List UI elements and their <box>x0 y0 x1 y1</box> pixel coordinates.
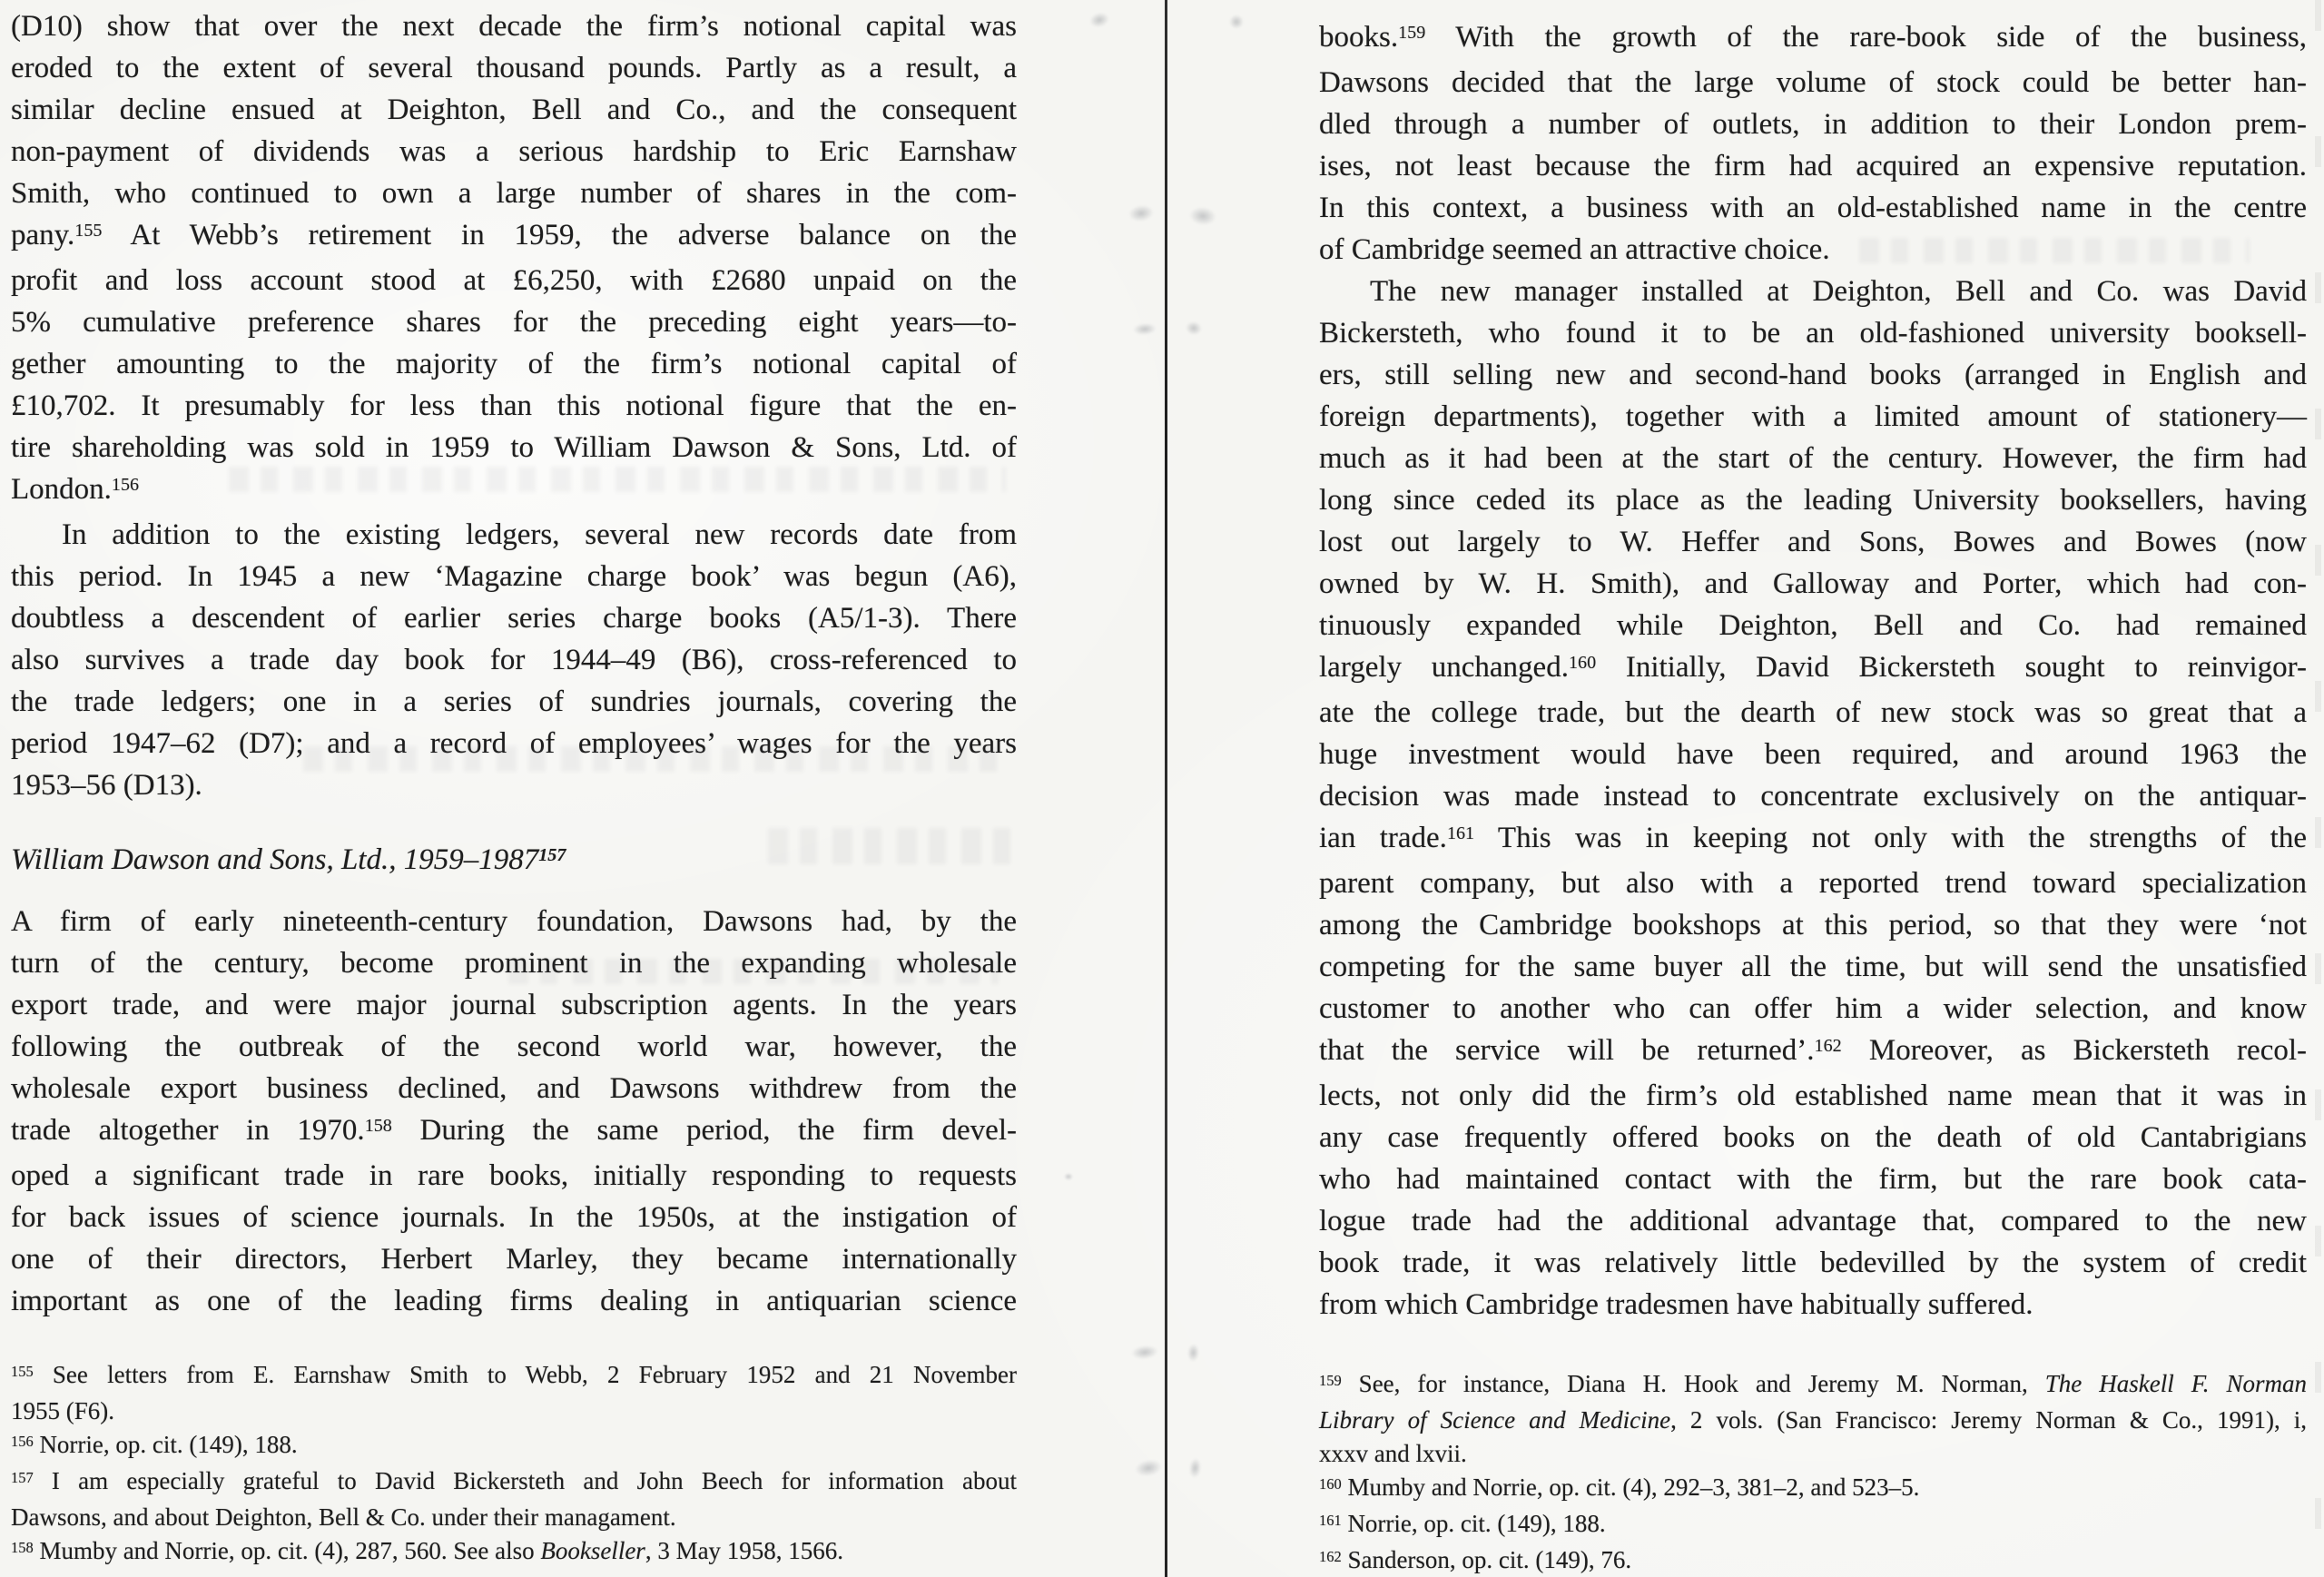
text-line: ises, not least because the firm had acquired an expensive reputation. <box>1319 150 2307 182</box>
text-line: profit and loss account stood at £6,250, with £2680 unpaid on the <box>11 264 1017 297</box>
text-line: tire shareholding was sold in 1959 to William Dawson & Sons, Ltd. of <box>11 431 1017 464</box>
text-line: following the outbreak of the second world war, however, the <box>11 1030 1017 1063</box>
text-line: eroded to the extent of several thousand pounds. Partly as a result, a <box>11 52 1017 84</box>
text-line: $^{156}$ Norrie, op. cit. (149), 188. <box>11 1431 298 1458</box>
showthrough-mark <box>303 746 1006 772</box>
text-line: William Dawson and Sons, Ltd., 1959–1987$^{157}$ <box>11 843 566 876</box>
left-page-footnotes <box>11 1358 1017 1571</box>
paper-edge-artifact <box>2315 0 2321 1577</box>
text-line: one of their directors, Herbert Marley, they became internationally <box>11 1243 1017 1276</box>
text-line: for back issues of science journals. In the 1950s, at the instigation of <box>11 1201 1017 1234</box>
text-line: the trade ledgers; one in a series of sundries journals, covering the <box>11 685 1017 718</box>
text-line: from which Cambridge tradesmen have habitually suffered. <box>1319 1288 2034 1321</box>
text-line: xxxv and lxvii. <box>1319 1440 1467 1467</box>
footnote <box>11 1464 1017 1534</box>
text-line: any case frequently offered books on the death of old Cantabrigians <box>1319 1121 2307 1154</box>
text-line: tinuously expanded while Deighton, Bell and Co. had remained <box>1319 609 2307 642</box>
text-line: A firm of early nineteenth-century foundation, Dawsons had, by the <box>11 905 1017 938</box>
text-line: $^{159}$ See, for instance, Diana H. Hook and Jeremy M. Norman, The Haskell F. Norman <box>1319 1370 2307 1397</box>
text-line: $^{155}$ See letters from E. Earnshaw Smith to Webb, 2 February 1952 and 21 November <box>11 1361 1017 1388</box>
text-line: non-payment of dividends was a serious hardship to Eric Earnshaw <box>11 135 1017 168</box>
paragraph <box>11 5 1017 514</box>
text-line: decision was made instead to concentrate exclusively on the antiquar- <box>1319 780 2307 813</box>
showthrough-mark <box>768 828 1013 864</box>
text-line: this period. In 1945 a new ‘Magazine charge book’ was begun (A6), <box>11 560 1017 593</box>
text-line: of Cambridge seemed an attractive choice. <box>1319 233 1830 266</box>
text-line: book trade, it was relatively little bedevilled by the system of credit <box>1319 1247 2307 1279</box>
text-line: £10,702. It presumably for less than this notional figure that the en- <box>11 389 1017 422</box>
text-line: important as one of the leading firms dealing in antiquarian science <box>11 1285 1017 1317</box>
text-line: that the service will be returned’.$^{162}$ Moreover, as Bickersteth recol- <box>1319 1034 2307 1067</box>
text-line: Library of Science and Medicine, 2 vols. (San Francisco: Jeremy Norman & Co., 1991), i, <box>1319 1406 2307 1434</box>
footnote <box>1319 1507 2307 1543</box>
text-line: ers, still selling new and second-hand books (arranged in English and <box>1319 359 2307 391</box>
text-line: much as it had been at the start of the century. However, the firm had <box>1319 442 2307 475</box>
text-line: who had maintained contact with the firm, but the rare book cata- <box>1319 1163 2307 1196</box>
text-line: Dawsons decided that the large volume of stock could be better han- <box>1319 66 2307 99</box>
footnote <box>11 1358 1017 1428</box>
text-line: 5% cumulative preference shares for the preceding eight years—to- <box>11 306 1017 339</box>
text-line: London.$^{156}$ <box>11 473 140 506</box>
footnote <box>1319 1367 2307 1471</box>
text-line: huge investment would have been required, and around 1963 the <box>1319 738 2307 771</box>
text-line: lects, not only did the firm’s old established name mean that it was in <box>1319 1079 2307 1112</box>
text-line: parent company, but also with a reported trend toward specialization <box>1319 867 2307 900</box>
text-line: In addition to the existing ledgers, several new records date from <box>62 518 1017 551</box>
text-line: Bickersteth, who found it to be an old-fashioned university booksell- <box>1319 317 2307 350</box>
text-line: owned by W. H. Smith), and Galloway and Porter, which had con- <box>1319 567 2307 600</box>
text-line: $^{162}$ Sanderson, op. cit. (149), 76. <box>1319 1546 1632 1573</box>
text-line: logue trade had the additional advantage that, compared to the new <box>1319 1205 2307 1237</box>
text-line: ian trade.$^{161}$ This was in keeping not only with the strengths of the <box>1319 822 2307 854</box>
text-line: oped a significant trade in rare books, initially responding to requests <box>11 1159 1017 1192</box>
text-line: customer to another who can offer him a wider selection, and know <box>1319 992 2307 1025</box>
text-line: similar decline ensued at Deighton, Bell and Co., and the consequent <box>11 94 1017 126</box>
text-line: lost out largely to W. Heffer and Sons, Bowes and Bowes (now <box>1319 526 2307 558</box>
footnote <box>11 1428 1017 1464</box>
showthrough-mark <box>229 467 1006 492</box>
footnote <box>1319 1543 2307 1577</box>
footnote <box>11 1534 1017 1571</box>
text-line: gether amounting to the majority of the firm’s notional capital of <box>11 348 1017 380</box>
text-line: doubtless a descendent of earlier series charge books (A5/1-3). There <box>11 602 1017 635</box>
gutter-smudge-mark <box>1064 1173 1073 1180</box>
text-line: period 1947–62 (D7); and a record of employees’ wages for the years <box>11 727 1017 760</box>
text-line: competing for the same buyer all the time, but will send the unsatisfied <box>1319 951 2307 983</box>
text-line: largely unchanged.$^{160}$ Initially, David Bickersteth sought to reinvigor- <box>1319 651 2307 684</box>
text-line: export trade, and were major journal subscription agents. In the years <box>11 989 1017 1021</box>
text-line: among the Cambridge bookshops at this period, so that they were ‘not <box>1319 909 2307 941</box>
text-line: trade altogether in 1970.$^{158}$ During the same period, the firm devel- <box>11 1114 1017 1147</box>
text-line: wholesale export business declined, and Dawsons withdrew from the <box>11 1072 1017 1105</box>
text-line: $^{161}$ Norrie, op. cit. (149), 188. <box>1319 1510 1606 1537</box>
text-line: Dawsons, and about Deighton, Bell & Co. under their managament. <box>11 1503 676 1531</box>
text-line: dled through a number of outlets, in addition to their London prem- <box>1319 108 2307 141</box>
text-line: books.$^{159}$ With the growth of the rare-book side of the business, <box>1319 21 2307 54</box>
text-line: $^{157}$ I am especially grateful to David Bickersteth and John Beech for information about <box>11 1467 1017 1494</box>
text-line: The new manager installed at Deighton, Bell and Co. was David <box>1370 275 2307 308</box>
text-line: 1953–56 (D13). <box>11 769 202 802</box>
right-page <box>1167 0 2324 1577</box>
text-line: (D10) show that over the next decade the firm’s notional capital was <box>11 10 1017 43</box>
text-line: Smith, who continued to own a large number of shares in the com- <box>11 177 1017 210</box>
text-line: $^{160}$ Mumby and Norrie, op. cit. (4), 292–3, 381–2, and 523–5. <box>1319 1474 1920 1501</box>
text-line: pany.$^{155}$ At Webb’s retirement in 1959, the adverse balance on the <box>11 219 1017 251</box>
left-page-main-text <box>11 5 1017 1322</box>
text-line: $^{158}$ Mumby and Norrie, op. cit. (4), 287, 560. See also Bookseller, 3 May 1958, 1566. <box>11 1537 844 1564</box>
footnote <box>1319 1471 2307 1507</box>
text-line: turn of the century, become prominent in the expanding wholesale <box>11 947 1017 980</box>
text-line: In this context, a business with an old-established name in the centre <box>1319 192 2307 224</box>
text-line: 1955 (F6). <box>11 1397 114 1424</box>
paragraph <box>1319 16 2307 271</box>
showthrough-mark <box>508 959 999 984</box>
text-line: ate the college trade, but the dearth of new stock was so great that a <box>1319 696 2307 729</box>
showthrough-mark <box>1859 238 2250 263</box>
text-line: also survives a trade day book for 1944–49 (B6), cross-referenced to <box>11 644 1017 676</box>
paragraph <box>1319 271 2307 1326</box>
text-line: long since ceded its place as the leading University booksellers, having <box>1319 484 2307 517</box>
right-page-footnotes <box>1319 1367 2307 1577</box>
right-page-main-text <box>1319 16 2307 1326</box>
text-line: foreign departments), together with a limited amount of stationery— <box>1319 400 2307 433</box>
